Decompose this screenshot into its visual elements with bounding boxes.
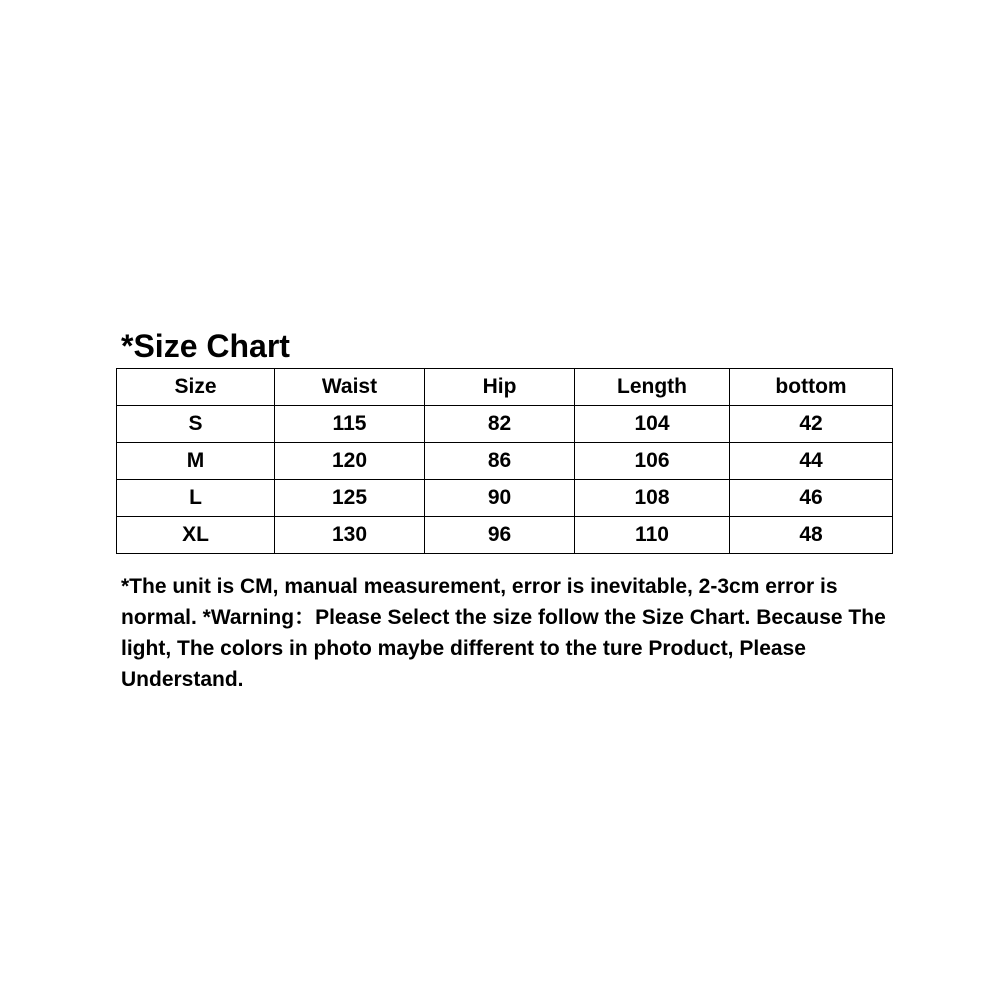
cell-waist: 130 [275, 517, 425, 554]
header-hip: Hip [425, 369, 575, 406]
header-bottom: bottom [730, 369, 893, 406]
cell-hip: 82 [425, 406, 575, 443]
cell-waist: 125 [275, 480, 425, 517]
measurement-note: *The unit is CM, manual measurement, error is inevitable, 2-3cm error is normal. *Warning：Please Select the size follow the Size Chart. Because The light, The colors in photo maybe different to the ture Product, Please Understand. [121, 575, 886, 691]
header-waist: Waist [275, 369, 425, 406]
cell-waist: 115 [275, 406, 425, 443]
table-row [117, 480, 893, 517]
cell-waist: 120 [275, 443, 425, 480]
cell-bottom: 42 [730, 406, 893, 443]
cell-length: 104 [575, 406, 730, 443]
table-header-row [117, 369, 893, 406]
cell-size: M [117, 443, 275, 480]
size-chart-table [116, 368, 893, 554]
header-length: Length [575, 369, 730, 406]
cell-hip: 86 [425, 443, 575, 480]
cell-size: L [117, 480, 275, 517]
cell-bottom: 48 [730, 517, 893, 554]
cell-size: XL [117, 517, 275, 554]
table-row [117, 406, 893, 443]
table-row [117, 517, 893, 554]
cell-bottom: 44 [730, 443, 893, 480]
table-row [117, 443, 893, 480]
size-chart-title: *Size Chart [121, 328, 290, 364]
cell-length: 106 [575, 443, 730, 480]
header-size: Size [117, 369, 275, 406]
cell-length: 108 [575, 480, 730, 517]
cell-hip: 96 [425, 517, 575, 554]
cell-size: S [117, 406, 275, 443]
cell-bottom: 46 [730, 480, 893, 517]
cell-hip: 90 [425, 480, 575, 517]
cell-length: 110 [575, 517, 730, 554]
